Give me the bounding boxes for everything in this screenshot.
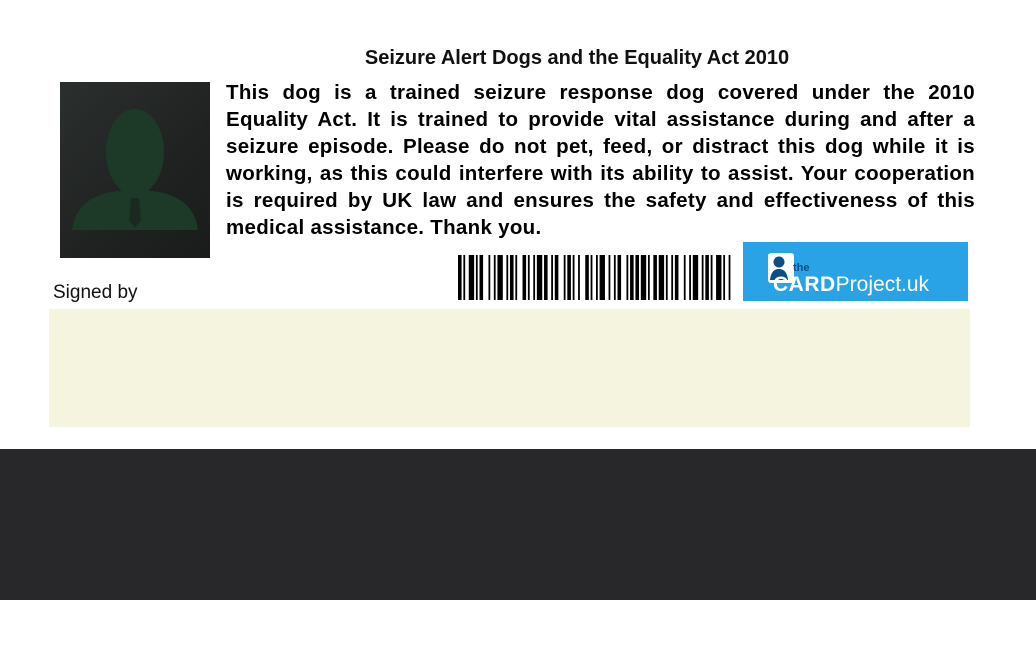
barcode-bar [630,255,634,300]
logo-wordmark [773,273,929,297]
barcode-bar [675,255,679,300]
barcode-bar [705,255,709,300]
barcode-bar [551,255,553,300]
barcode-bar [600,255,605,300]
signature-field[interactable] [49,309,970,427]
barcode-bar [488,255,490,300]
barcode-bar [578,255,580,300]
barcode-bar [533,255,535,300]
barcode-bar [666,255,668,300]
barcode-bar [463,255,465,300]
card-project-logo [743,242,968,301]
barcode-bar [497,255,502,300]
barcode-bar [618,255,622,300]
barcode-bar [555,255,559,300]
barcode-bar [523,255,527,300]
barcode-bar [469,255,474,300]
barcode-bar [671,255,673,300]
barcode-bar [659,255,664,300]
barcode-bar [702,255,704,300]
barcode-bar [689,255,691,300]
barcode-bar [573,255,575,300]
barcode-bar [515,255,517,300]
barcode-bar [591,255,593,300]
logo-the-text: the [793,262,810,274]
barcode-bar [641,255,646,300]
logo-project-text: Project.uk [835,273,930,296]
barcode-bar [506,255,508,300]
barcode-bar [510,255,514,300]
signed-by-label: Signed by [53,282,138,303]
barcode-bar [567,255,571,300]
logo-card-text: CARD [773,273,836,296]
barcode-bar [537,255,542,300]
barcode-bar [544,255,548,300]
barcode-bar [596,255,598,300]
barcode-bar [711,255,713,300]
person-silhouette-icon [60,82,210,258]
barcode-bar [585,255,589,300]
barcode-bar [729,255,731,300]
barcode-bar [564,255,566,300]
barcode-bar [480,255,484,300]
card-body-text: This dog is a trained seizure response dog covered under the 2010 Equality Act. It is trained to provide vital assistance during and after a seizure episode. Please do not pet, feed, or distract this dog while it is working, as this could interfere with its ability to assist. Your cooperation is required by UK law and ensures the safety and effectiveness of this medical assistance. Thank you. [226,81,975,239]
barcode-bar [528,255,530,300]
barcode-bar [476,255,478,300]
barcode-bar [626,255,628,300]
barcode-bar [635,255,639,300]
bottom-band [0,449,1036,600]
barcode-bar [648,255,650,300]
barcode-bar [693,255,698,300]
barcode-bar [684,255,686,300]
card-title: Seizure Alert Dogs and the Equality Act 2010 [364,47,790,69]
barcode-bar [653,255,657,300]
barcode-bar [458,255,462,300]
barcode-icon [458,255,734,300]
barcode-bar [494,255,496,300]
barcode-bar [614,255,616,300]
photo-placeholder [60,82,210,258]
barcode-bar [609,255,611,300]
barcode-bar [723,255,725,300]
barcode-bar [716,255,721,300]
